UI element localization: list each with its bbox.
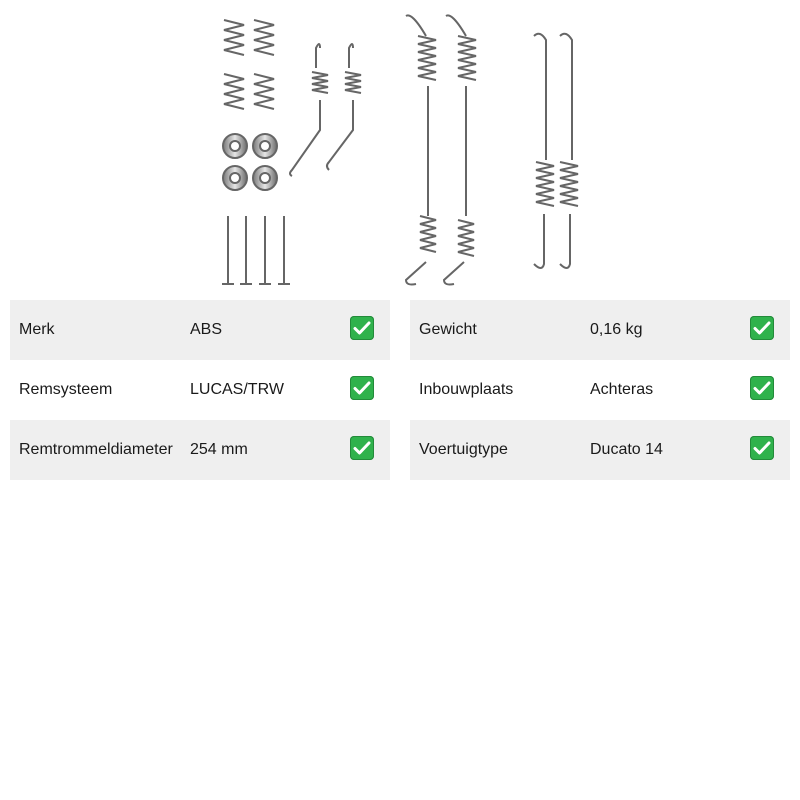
spec-row bbox=[410, 420, 790, 480]
spec-value: Ducato 14 bbox=[590, 441, 663, 458]
spec-value: ABS bbox=[190, 321, 223, 338]
spec-label: Remtrommeldiameter bbox=[19, 441, 173, 458]
spec-row bbox=[10, 300, 390, 360]
spec-row bbox=[410, 360, 790, 420]
spec-label: Inbouwplaats bbox=[419, 381, 514, 398]
check-mark-icon bbox=[350, 376, 374, 400]
spec-label: Remsysteem bbox=[19, 381, 113, 398]
spec-value: 254 mm bbox=[190, 441, 248, 458]
small-spring bbox=[224, 20, 274, 109]
check-mark-icon bbox=[350, 316, 374, 340]
spec-label: Voertuigtype bbox=[419, 441, 508, 458]
product-image bbox=[200, 8, 600, 290]
spec-row bbox=[10, 360, 390, 420]
spec-value: 0,16 kg bbox=[590, 321, 643, 338]
check-mark-icon bbox=[350, 436, 374, 460]
spec-table-right bbox=[410, 300, 790, 480]
spec-table-left bbox=[10, 300, 390, 480]
brake-spring-kit-illustration bbox=[200, 8, 600, 290]
spec-value: Achteras bbox=[590, 381, 654, 398]
spec-value: LUCAS/TRW bbox=[190, 381, 284, 398]
spec-row bbox=[410, 300, 790, 360]
spec-label: Gewicht bbox=[419, 321, 477, 338]
check-mark-icon bbox=[750, 316, 774, 340]
spec-row bbox=[10, 420, 390, 480]
spec-label: Merk bbox=[19, 321, 55, 338]
check-mark-icon bbox=[750, 376, 774, 400]
check-mark-icon bbox=[750, 436, 774, 460]
